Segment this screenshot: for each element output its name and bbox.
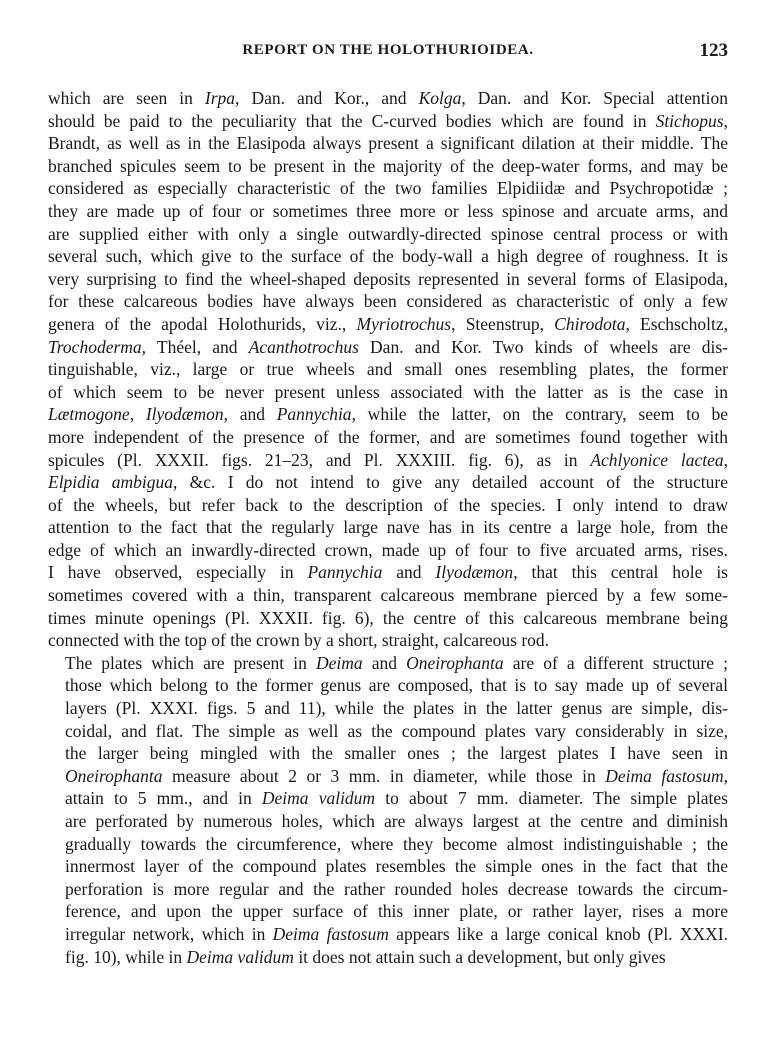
text-line [48,200,728,223]
paragraph-2 [48,652,728,968]
text-run: I have observed, especially in [48,562,308,583]
text-line [48,946,728,969]
text-run: layers (Pl. XXXI. figs. 5 and 11), while the plates in the latter genus are simple, dis- [65,698,728,719]
text-line [48,607,728,630]
text-run: tinguishable, viz., large or true wheels and small ones resembling plates, the former [48,359,728,380]
text-run: spicules (Pl. XXXII. figs. 21–23, and Pl. XXXIII. fig. 6), as in [48,449,591,470]
text-run: , that this central hole is [513,562,728,583]
text-run: are supplied either with only a single outwardly-directed spinose central process or with [48,223,728,244]
text-line [48,358,728,381]
text-run: they are made up of four or sometimes three more or less spinose and arcuate arms, and [48,200,728,221]
page-number: 123 [699,40,728,61]
text-line [48,539,728,562]
text-line [48,313,728,336]
text-run: it does not attain such a development, but only gives [293,946,666,967]
text-line [48,697,728,720]
text-run: very surprising to find the wheel-shaped deposits represented in several forms of Elasipoda, [48,268,728,289]
text-line [48,674,728,697]
text-run: more independent of the presence of the former, and are sometimes found together with [48,426,728,447]
text-run: are perforated by numerous holes, which are always largest at the centre and diminish [65,811,728,831]
text-line [48,426,728,449]
text-line [48,110,728,133]
text-line [48,833,728,856]
text-run: several such, which give to the surface of the body-wall a high degree of roughness. It is [48,246,728,267]
text-run: appears like a large conical knob (Pl. XXXI. [388,923,729,944]
text-line [48,742,728,765]
italic-term: Lætmogone [48,404,130,425]
text-run: edge of which an inwardly-directed crown, made up of four to five arcuated arms, rises. [48,539,728,560]
text-run: and [382,562,436,583]
text-line [48,290,728,313]
text-run: considered as especially characteristic of the two families Elpidiidæ and Psychropotidæ ; [48,178,728,199]
text-line [48,629,728,652]
text-run: , [723,449,728,470]
text-line [48,765,728,788]
text-line [48,584,728,607]
italic-term: Deima fastosum [605,765,724,786]
text-run: , Dan. and Kor. Special attention [461,88,728,108]
text-run: , and [223,404,277,425]
text-run: of the wheels, but refer back to the description of the species. I only intend to draw [48,494,728,515]
text-run: Brandt, as well as in the Elasipoda always present a significant dilation at their middle. The [48,133,728,154]
text-line [48,245,728,268]
italic-term: Oneirophanta [406,652,504,673]
text-run: for these calcareous bodies have always been considered as characteristic of only a few [48,291,728,312]
italic-term: Myriotrochus [356,313,452,334]
text-run: , Steenstrup, [451,313,555,334]
italic-term: Acanthotrochus [248,336,359,357]
text-line [48,787,728,810]
italic-term: Trochoderma [48,336,142,357]
running-header [48,42,728,72]
text-run: innermost layer of the compound plates resembles the simple ones in the fact that the [65,856,728,877]
text-line [48,177,728,200]
italic-term: Elpidia ambigua [48,472,174,493]
text-run: attain to 5 mm., and in [65,788,262,809]
text-line [48,720,728,743]
italic-term: Deima fastosum [272,923,389,944]
text-run: of which seem to be never present unless associated with the latter as is the case in [48,381,728,402]
text-line [48,652,728,675]
text-run: measure about 2 or 3 mm. in diameter, while those in [162,765,606,786]
text-run: perforation is more regular and the rather rounded holes decrease towards the circum- [65,878,728,899]
italic-term: Ilyodæmon [435,562,514,583]
running-title: REPORT ON THE HOLOTHURIOIDEA. [242,42,534,58]
text-run: gradually towards the circumference, where they become almost indistinguishable ; the [65,833,728,854]
text-line [48,155,728,178]
text-line [48,561,728,584]
text-run: to about 7 mm. diameter. The simple plates [375,788,728,809]
text-run: The plates which are present in [65,652,316,673]
text-line [48,516,728,539]
text-line [48,223,728,246]
text-line [48,810,728,833]
text-run: should be paid to the peculiarity that the C-curved bodies which are found in [48,110,656,131]
text-run: irregular network, which in [65,923,273,944]
italic-term: Stichopus [655,110,724,131]
text-run: sometimes covered with a thin, transparent calcareous membrane pierced by a few some- [48,585,728,606]
text-run: Dan. and Kor. Two kinds of wheels are dis- [358,336,728,357]
text-line [48,336,728,359]
text-run: attention to the fact that the regularly large nave has in its centre a large hole, from the [48,517,728,538]
text-line [48,403,728,426]
text-line [48,878,728,901]
text-line [48,268,728,291]
paragraph-1 [48,87,728,652]
italic-term: Irpa [204,88,236,108]
italic-term: Deima validum [186,946,294,967]
text-run: genera of the apodal Holothurids, viz., [48,313,357,334]
text-run: connected with the top of the crown by a short, straight, calcareous rod. [48,630,550,651]
italic-term: Kolga [418,88,462,108]
text-run: , Eschscholtz, [625,313,728,334]
body-text [48,87,728,968]
text-line [48,381,728,404]
italic-term: Pannychia [307,562,383,583]
italic-term: Oneirophanta [65,765,163,786]
text-run: which are seen in [48,88,205,108]
text-line [48,132,728,155]
text-run: , &c. I do not intend to give any detailed account of the structure [173,472,728,493]
text-run: , [129,404,146,425]
text-run: coidal, and flat. The simple as well as the compound plates vary considerably in size, [65,720,728,741]
text-run: ference, and upon the upper surface of this inner plate, or rather layer, rises a more [65,901,728,922]
text-run: , Dan. and Kor., and [235,88,419,108]
text-line [48,923,728,946]
text-run: are of a different structure ; [503,652,728,673]
italic-term: Ilyodæmon [145,404,224,425]
italic-term: Chirodota [554,313,626,334]
text-run: , [723,110,728,131]
text-run: times minute openings (Pl. XXXII. fig. 6), the centre of this calcareous membrane being [48,607,728,628]
text-line [48,471,728,494]
text-run: those which belong to the former genus are composed, that is to say made up of several [65,675,728,696]
text-run: the larger being mingled with the smaller ones ; the largest plates I have seen in [65,743,728,764]
text-run: , [723,765,729,786]
text-run: branched spicules seem to be present in the majority of the deep-water forms, and may be [48,155,728,176]
text-run: and [362,652,407,673]
text-line [48,855,728,878]
text-run: , Théel, and [141,336,249,357]
italic-term: Pannychia [276,404,352,425]
italic-term: Achlyonice lactea [590,449,724,470]
text-run: , while the latter, on the contrary, seem to be [351,404,728,425]
italic-term: Deima [315,652,363,673]
text-line [48,449,728,472]
text-line [48,494,728,517]
text-run: fig. 10), while in [65,946,187,967]
italic-term: Deima validum [261,788,376,809]
text-line [48,87,728,110]
text-line [48,900,728,923]
